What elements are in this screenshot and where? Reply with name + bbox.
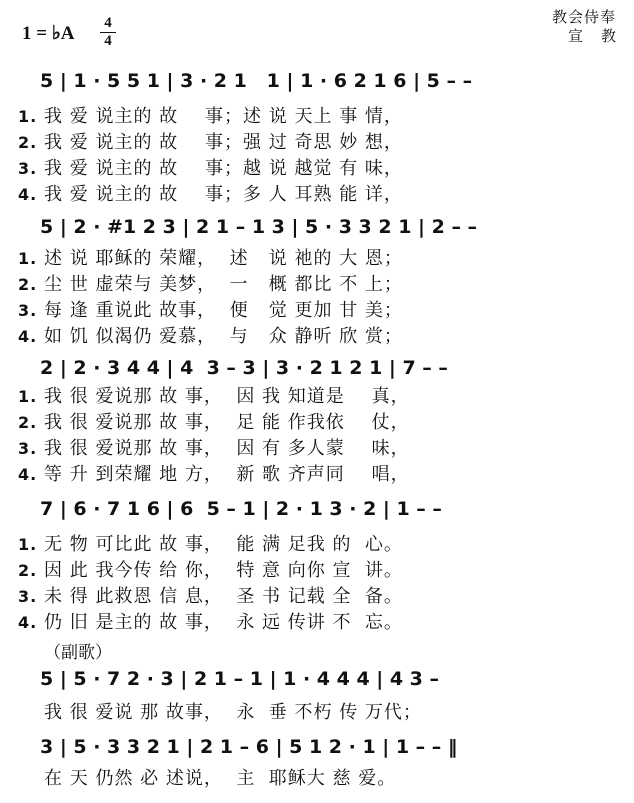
lyric-line xyxy=(18,532,403,558)
lyric-text: 仍 旧 是主的 故 事， 永 远 传讲 不 忘。 xyxy=(44,612,403,633)
lyric-text: 述 说 耶稣的 荣耀， 述 说 祂的 大 恩； xyxy=(44,248,403,269)
credit-line-1: 教会侍奉 xyxy=(551,8,616,26)
verse-number: 1. xyxy=(18,249,38,268)
time-signature xyxy=(100,16,116,49)
lyric-line xyxy=(18,462,410,488)
lyric-text: 无 物 可比此 故 事， 能 满 足我 的 心。 xyxy=(44,534,403,555)
lyric-text: 我 很 爱说 那 故事， 永 垂 不朽 传 万代； xyxy=(44,702,422,723)
verse-number: 2. xyxy=(18,413,38,432)
lyric-text: 未 得 此救恩 信 息， 圣 书 记载 全 备。 xyxy=(44,586,403,607)
lyric-line xyxy=(18,436,410,462)
credit-line-2: 宣教 xyxy=(567,27,634,45)
notation-row-2: 5 | 2 · #1 2 3 | 2 1 – 1 3 | 5 · 3 3 2 1 | 2 – – xyxy=(40,216,478,238)
verse-number: 4. xyxy=(18,185,38,204)
lyric-text: 我 很 爱说那 故 事， 足 能 作我依 仗， xyxy=(44,412,410,433)
notation-row-1: 5 | 1 · 5 5 1 | 3 · 2 1 1 | 1 · 6 2 1 6 | 5 – – xyxy=(40,70,473,92)
lyric-text: 我 很 爱说那 故 事， 因 有 多人蒙 味， xyxy=(44,438,410,459)
lyric-text: 在 天 仍然 必 述说， 主 耶稣大 慈 爱。 xyxy=(44,768,397,789)
lyric-line xyxy=(18,272,403,298)
lyric-text: 我 爱 说主的 故 事；多 人 耳熟 能 详， xyxy=(44,184,403,205)
notation-row-6: 3 | 5 · 3 3 2 1 | 2 1 – 6 | 5 1 2 · 1 | 1 – – ‖ xyxy=(40,736,458,758)
lyric-line xyxy=(18,384,410,410)
meter-bottom: 4 xyxy=(104,33,112,49)
lyric-text: 如 饥 似渴仍 爱慕， 与 众 静听 欣 赏； xyxy=(44,326,403,347)
verse-number: 4. xyxy=(18,613,38,632)
lyric-line xyxy=(18,104,403,130)
verse-number: 4. xyxy=(18,327,38,346)
lyric-text: 每 逢 重说此 故事， 便 觉 更加 甘 美； xyxy=(44,300,403,321)
verse-number: 1. xyxy=(18,107,38,126)
verse-number: 3. xyxy=(18,159,38,178)
lyric-line xyxy=(18,246,403,272)
verse-number: 3. xyxy=(18,439,38,458)
verse-number: 2. xyxy=(18,561,38,580)
verse-number: 3. xyxy=(18,301,38,320)
verse-number: 2. xyxy=(18,133,38,152)
lyric-line xyxy=(18,610,403,636)
lyric-line xyxy=(18,584,403,610)
verse-number: 4. xyxy=(18,465,38,484)
lyric-line xyxy=(18,156,403,182)
notation-row-3: 2 | 2 · 3 4 4 | 4 3 – 3 | 3 · 2 1 2 1 | 7 – – xyxy=(40,357,448,379)
lyric-text: 我 爱 说主的 故 事；述 说 天上 事 情， xyxy=(44,106,403,127)
lyric-text: 等 升 到荣耀 地 方， 新 歌 齐声同 唱， xyxy=(44,464,410,485)
meter-top: 4 xyxy=(104,15,112,31)
lyric-line xyxy=(18,410,410,436)
key-signature: 1 = ♭A xyxy=(22,23,75,44)
chorus-label: （副歌） xyxy=(44,643,112,663)
lyric-line xyxy=(18,558,403,584)
lyric-line xyxy=(18,766,396,792)
lyric-line xyxy=(18,324,403,350)
lyric-text: 我 爱 说主的 故 事；越 说 越觉 有 味， xyxy=(44,158,403,179)
notation-row-4: 7 | 6 · 7 1 6 | 6 5 – 1 | 2 · 1 3 · 2 | 1 – – xyxy=(40,498,442,520)
verse-number: 1. xyxy=(18,387,38,406)
verse-number: 2. xyxy=(18,275,38,294)
lyric-text: 因 此 我今传 给 你， 特 意 向你 宣 讲。 xyxy=(44,560,403,581)
verse-number: 1. xyxy=(18,535,38,554)
lyric-text: 尘 世 虚荣与 美梦， 一 概 都比 不 上； xyxy=(44,274,403,295)
lyric-text: 我 爱 说主的 故 事；强 过 奇思 妙 想， xyxy=(44,132,403,153)
lyric-line xyxy=(18,298,403,324)
notation-row-5: 5 | 5 · 7 2 · 3 | 2 1 – 1 | 1 · 4 4 4 | 4 3 – xyxy=(40,668,440,690)
lyric-line xyxy=(18,130,403,156)
lyric-line xyxy=(18,182,403,208)
lyric-text: 我 很 爱说那 故 事， 因 我 知道是 真， xyxy=(44,386,410,407)
lyric-line xyxy=(18,700,422,726)
verse-number: 3. xyxy=(18,587,38,606)
credit xyxy=(551,8,634,46)
